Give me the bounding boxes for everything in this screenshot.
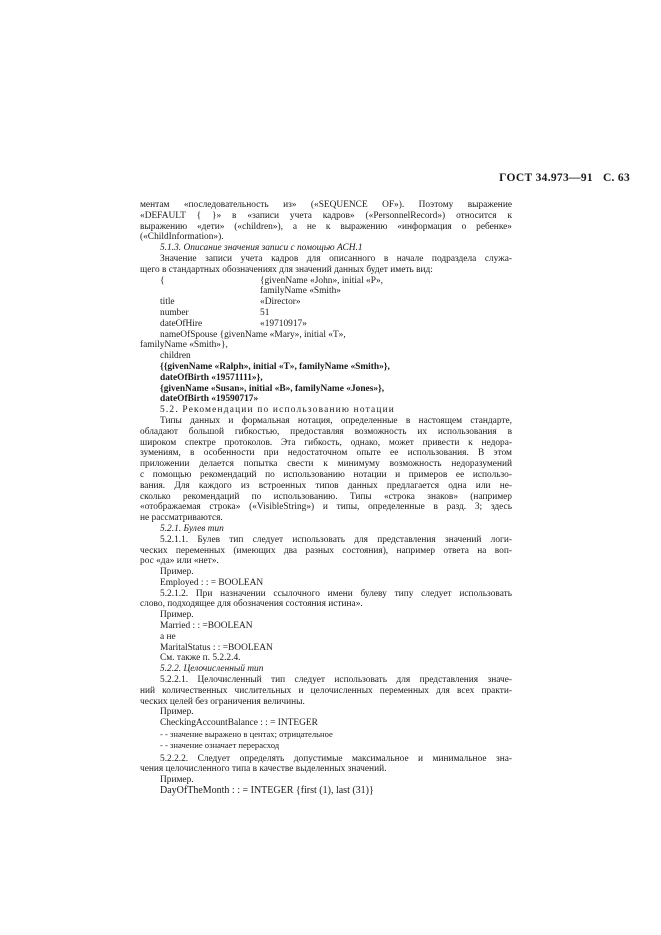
code-line: {{givenName «Ralph», initial «T», familyName «Smith»},: [160, 361, 390, 372]
text-line: 5.2.1.2. При назначении ссылочного имени булеву типу следует использовать: [160, 588, 512, 599]
document-body: [140, 200, 512, 797]
text-line: «DEFAULT { }» в «записи учета кадров» («PersonnelRecord») относится к: [140, 210, 512, 221]
text-line: ческих целей без ограничения величины.: [140, 696, 305, 707]
code-comment: - - значение выражено в центах; отрицательное: [160, 729, 333, 740]
text-line: («ChildInformation»).: [140, 232, 224, 243]
code-line: dateOfBirth «19590717»: [160, 394, 259, 405]
text-line: ческих переменных (имеющих два разных состояния), например ответа на воп-: [140, 545, 512, 556]
example-label: Пример.: [160, 567, 194, 578]
example-label: Пример.: [160, 610, 194, 621]
code-line: [140, 308, 512, 319]
text-line: ментам «последовательность из» («SEQUENCE OF»). Поэтому выражение: [140, 200, 512, 210]
text-line: См. также п. 5.2.2.4.: [160, 653, 241, 664]
code-value: «Director»: [260, 297, 301, 308]
code-line: [140, 319, 512, 330]
text-line: 5.2.1.1. Булев тип следует использовать для представления значений логи-: [160, 534, 512, 545]
text-line: слово, подходящее для обозначения состояния истина».: [140, 599, 363, 610]
section-heading: 5.2.1. Булев тип: [160, 523, 224, 534]
text-line: с помощью рекомендаций по использованию нотации и примеров ее использо-: [140, 469, 512, 480]
text-line: чения целочисленного типа в качестве выделенных значений.: [140, 764, 387, 775]
code-line: DayOfTheMonth : : = INTEGER {first (1), last (31)}: [160, 785, 374, 797]
code-key: dateOfHire: [160, 318, 203, 329]
text-line: сколько рекомендаций по использованию. Типы «строка знаков» (например: [140, 491, 512, 502]
text-line: 5.2.2.1. Целочисленный тип следует использовать для представления значе-: [160, 675, 512, 686]
code-line: MaritalStatus : : =BOOLEAN: [160, 642, 273, 653]
example-label: Пример.: [160, 707, 194, 718]
code-key: number: [160, 307, 189, 318]
code-line: familyName «Smith»},: [140, 340, 228, 351]
code-line: dateOfBirth «19571111»},: [160, 372, 263, 383]
standard-number: ГОСТ 34.973—91: [499, 172, 593, 184]
code-comment: - - значение означает перерасход: [160, 739, 280, 750]
code-value: familyName «Smith»: [260, 286, 341, 297]
text-line: а не: [160, 631, 176, 642]
code-line: [140, 286, 512, 297]
code-line: [140, 276, 512, 287]
text-line: выражению «дети» («children»), а не к выражению «информация о ребенке»: [140, 221, 512, 232]
code-key: title: [160, 297, 175, 308]
code-line: children: [160, 351, 191, 362]
example-label: Пример.: [160, 775, 194, 786]
text-line: 5.2.2.2. Следует определять допустимые максимальное и минимальное зна-: [160, 753, 512, 764]
code-line: {givenName «Susan», initial «B», familyName «Jones»},: [160, 383, 385, 394]
text-line: широком спектре протоколов. Эта гибкость, однако, может привести к недора-: [140, 437, 512, 448]
text-line: вания. Для каждого из встроенных типов данных предлагается одна или не-: [140, 480, 512, 491]
section-heading: 5.2. Рекомендации по использованию нотации: [160, 405, 396, 416]
text-line: не рассматриваются.: [140, 513, 223, 524]
text-line: приложении делается попытка свести к минимуму возможность недоразумений: [140, 459, 512, 470]
text-line: Значение записи учета кадров для описанного в начале подраздела служа-: [160, 253, 512, 264]
code-line: Employed : : = BOOLEAN: [160, 577, 264, 588]
page-number: С. 63: [602, 172, 630, 184]
code-line: Married : : =BOOLEAN: [160, 621, 253, 632]
page-header: [362, 172, 630, 184]
code-key: {: [160, 275, 165, 286]
section-heading: 5.2.2. Целочисленный тип: [160, 664, 264, 675]
text-line: щего в стандартных обозначениях для значений данных будет иметь вид:: [140, 264, 433, 275]
code-line: nameOfSpouse {givenName «Mary», initial «T»,: [160, 329, 346, 340]
text-line: рос «да» или «нет».: [140, 556, 219, 567]
text-line: ний количественных числительных и целочисленных переменных для всех практи-: [140, 685, 512, 696]
code-value: 51: [260, 307, 270, 318]
code-line: CheckingAccountBalance : : = INTEGER: [160, 718, 318, 729]
text-line: Типы данных и формальная нотация, определенные в настоящем стандарте,: [160, 415, 512, 426]
code-value: {givenName «John», initial «P»,: [260, 275, 383, 286]
text-line: обладают большой гибкостью, предоставляя возможность их использования в: [140, 426, 512, 437]
section-heading: 5.1.3. Описание значения записи с помощью АСН.1: [160, 243, 363, 254]
text-line: зумениям, в особенности при недостаточном опыте ее использования. В этом: [140, 448, 512, 459]
text-line: «отображаемая строка» («VisibleString») и типы, определенные в разд. 3; здесь: [140, 502, 512, 513]
code-line: [140, 297, 512, 308]
code-value: «19710917»: [260, 318, 307, 329]
